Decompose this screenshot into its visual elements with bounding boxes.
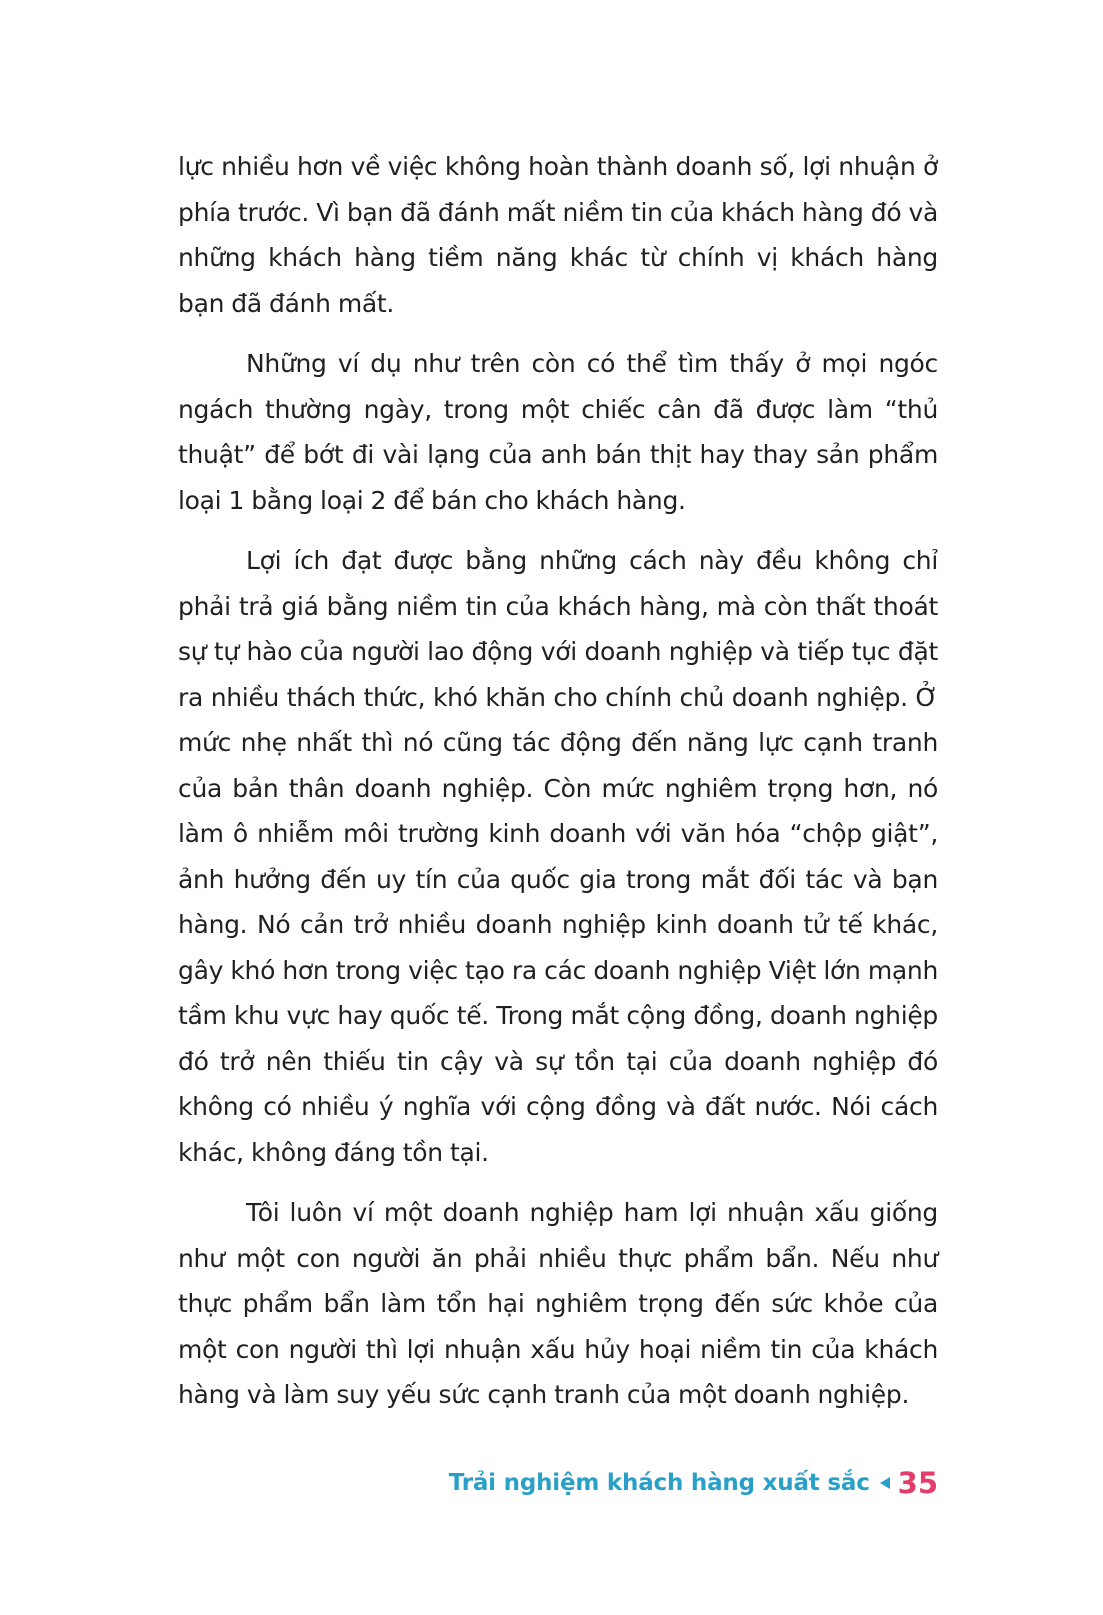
page-number: 35 [897,1466,938,1500]
body-text [178,144,938,1433]
page-footer [449,1463,938,1503]
paragraph-analogy: Tôi luôn ví một doanh nghiệp ham lợi nhuận xấu giống như một con người ăn phải nhiều thực phẩm bẩn. Nếu như thực phẩm bẩn làm tổn hại nghiêm trọng đến sức khỏe của một con người thì lợi nhuận xấu hủy hoại niềm tin của khách hàng và làm suy yếu sức cạnh tranh của một doanh nghiệp. [178,1198,938,1409]
triangle-left-icon [880,1477,890,1489]
paragraph-consequences: Lợi ích đạt được bằng những cách này đều không chỉ phải trả giá bằng niềm tin của khách hàng, mà còn thất thoát sự tự hào của người lao động với doanh nghiệp và tiếp tục đặt ra nhiều thách thức, khó khăn cho chính chủ doanh nghiệp. Ở mức nhẹ nhất thì nó cũng tác động đến năng lực cạnh tranh của bản thân doanh nghiệp. Còn mức nghiêm trọng hơn, nó làm ô nhiễm môi trường kinh doanh với văn hóa “chộp giật”, ảnh hưởng đến uy tín của quốc gia trong mắt đối tác và bạn hàng. Nó cản trở nhiều doanh nghiệp kinh doanh tử tế khác, gây khó hơn trong việc tạo ra các doanh nghiệp Việt lớn mạnh tầm khu vực hay quốc tế. Trong mắt cộng đồng, doanh nghiệp đó trở nên thiếu tin cậy và sự tồn tại của doanh nghiệp đó không có nhiều ý nghĩa với cộng đồng và đất nước. Nói cách khác, không đáng tồn tại. [178,546,938,1167]
paragraph-continuation: lực nhiều hơn về việc không hoàn thành doanh số, lợi nhuận ở phía trước. Vì bạn đã đánh mất niềm tin của khách hàng đó và những khách hàng tiềm năng khác từ chính vị khách hàng bạn đã đánh mất. [178,152,938,318]
paragraph-examples: Những ví dụ như trên còn có thể tìm thấy ở mọi ngóc ngách thường ngày, trong một chiếc cân đã được làm “thủ thuật” để bớt đi vài lạng của anh bán thịt hay thay sản phẩm loại 1 bằng loại 2 để bán cho khách hàng. [178,349,938,515]
running-title: Trải nghiệm khách hàng xuất sắc [448,1470,870,1496]
